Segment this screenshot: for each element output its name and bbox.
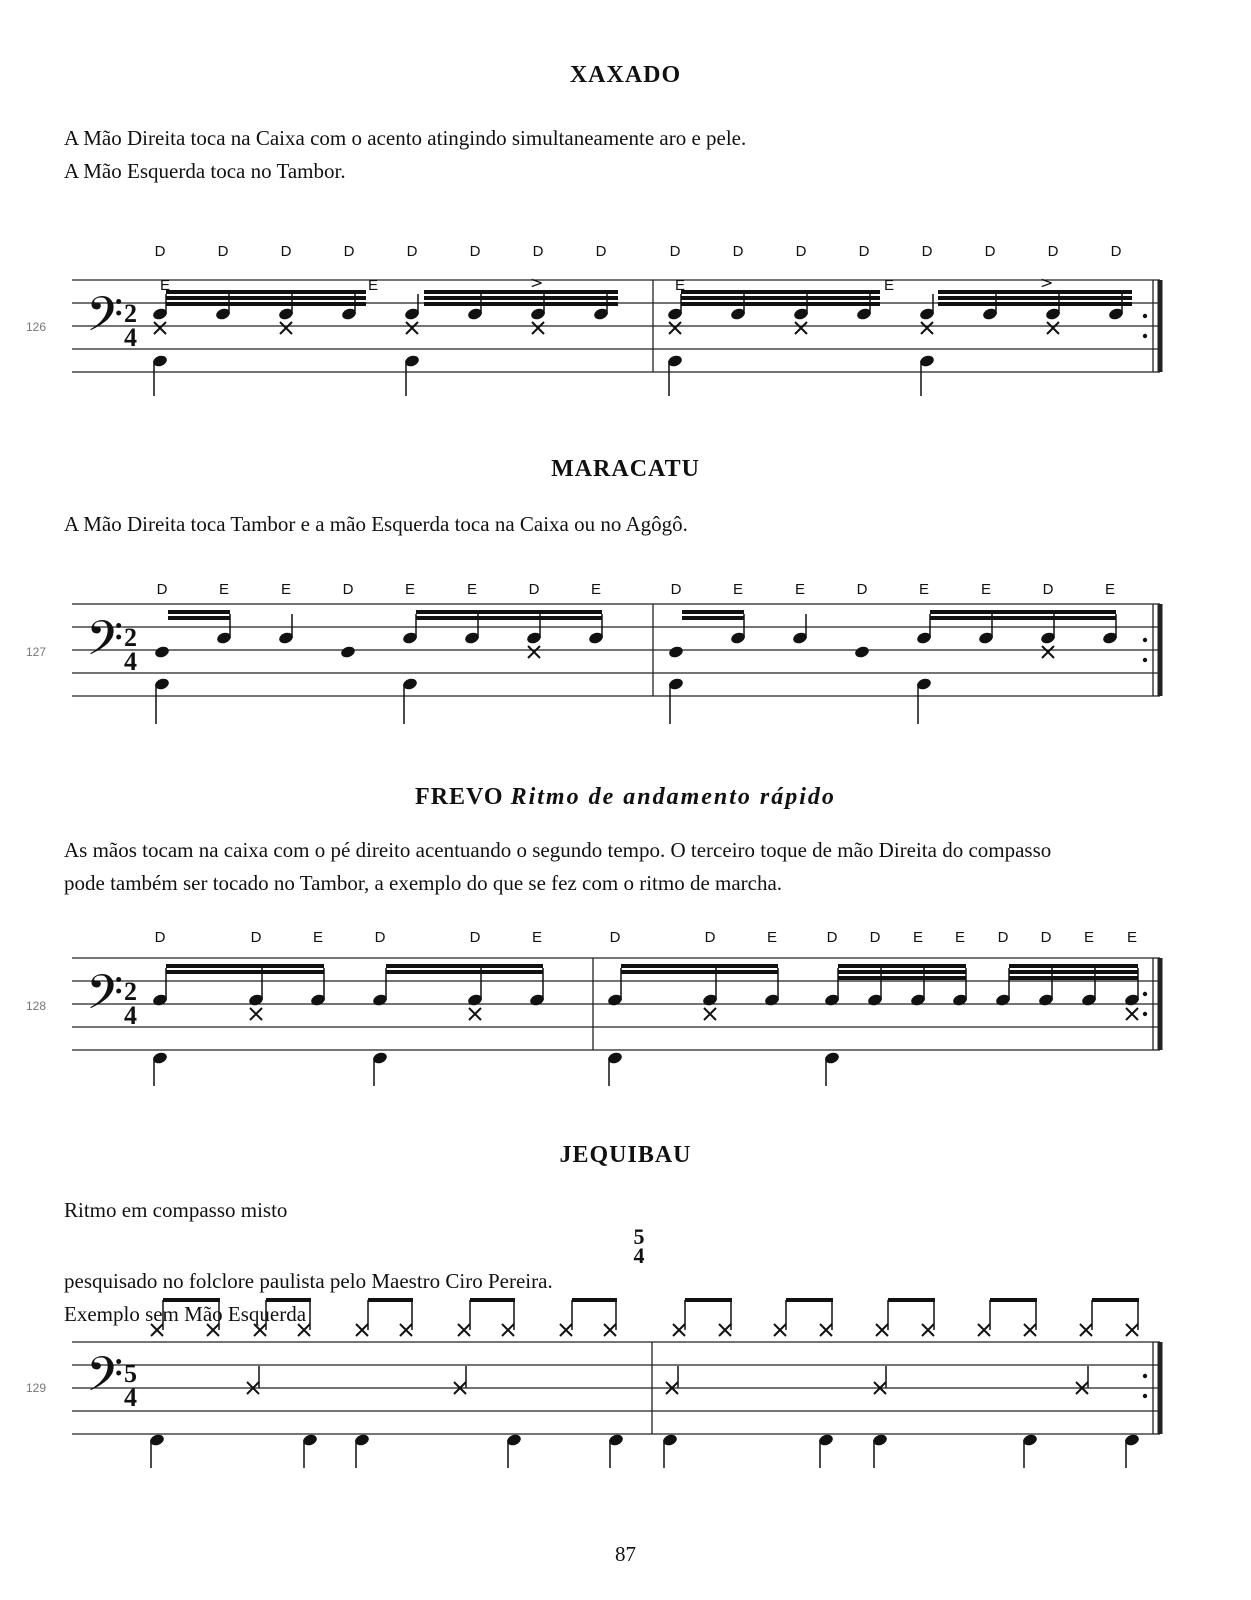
beam: [938, 296, 1132, 300]
bass-clef-icon: 𝄢: [86, 964, 124, 1032]
beam: [166, 964, 324, 968]
maracatu-hand-labels: [157, 581, 1115, 598]
frevo-subtitle: Ritmo de andamento rápido: [510, 784, 836, 810]
hand-label: E: [312, 929, 324, 946]
jequibau-notes: [149, 1300, 1141, 1468]
beam: [163, 1298, 220, 1302]
accent-mark-icon: >: [1040, 273, 1054, 292]
note-head: [668, 645, 685, 659]
jequibau-line-1-start: Ritmo em compasso misto: [64, 1198, 288, 1222]
note-head: [400, 1324, 412, 1336]
frevo-line-2: pode também ser tocado no Tambor, a exemplo do que se fez com o ritmo de marcha.: [64, 871, 783, 895]
hand-label: D: [342, 581, 354, 598]
hand-label: D: [1110, 243, 1122, 260]
beam: [386, 970, 543, 974]
hand-label: E: [1126, 929, 1138, 946]
group-label: E: [675, 277, 686, 294]
beam: [166, 970, 324, 974]
maracatu-description: [64, 508, 1214, 541]
hand-label: D: [1042, 581, 1054, 598]
exercise-number: 129: [26, 1381, 47, 1395]
beam: [416, 616, 602, 620]
beam: [470, 1298, 515, 1302]
hand-label: D: [280, 243, 292, 260]
hand-label: D: [154, 929, 166, 946]
beam: [424, 302, 618, 306]
frevo-title: FREVO: [415, 784, 504, 810]
note-head: [406, 322, 418, 334]
section-title-frevo: [0, 784, 1251, 811]
hand-label: D: [469, 243, 481, 260]
note-head: [532, 322, 544, 334]
xaxado-notes: [152, 294, 1125, 396]
note-head: [469, 1008, 481, 1020]
note-head: [1126, 1008, 1138, 1020]
hand-label: D: [704, 929, 716, 946]
beam: [838, 976, 966, 980]
beam: [386, 964, 543, 968]
jequibau-staff: [20, 1290, 1180, 1480]
note-head: [280, 322, 292, 334]
group-label: E: [884, 277, 895, 294]
hand-label: D: [156, 581, 168, 598]
jequibau-notation: [20, 1290, 1180, 1480]
note-head: [1080, 1324, 1092, 1336]
beam: [1009, 976, 1138, 980]
beam: [168, 616, 230, 620]
hand-label: D: [528, 581, 540, 598]
beam: [682, 616, 744, 620]
hand-label: D: [795, 243, 807, 260]
hand-label: E: [766, 929, 778, 946]
maracatu-beams: [168, 610, 1116, 620]
maracatu-line-1: A Mão Direita toca Tambor e a mão Esquerda toca na Caixa ou no Agôgô.: [64, 512, 688, 536]
bass-clef-icon: 𝄢: [86, 610, 124, 678]
note-head: [250, 1008, 262, 1020]
hand-label: E: [531, 929, 543, 946]
beam: [1092, 1298, 1139, 1302]
xaxado-notation: [20, 236, 1180, 416]
beam: [838, 970, 966, 974]
hand-label: E: [1104, 581, 1116, 598]
hand-label: D: [250, 929, 262, 946]
jequibau-line-1-end: pesquisado no folclore paulista pelo Maestro Ciro Pereira.: [64, 1269, 553, 1293]
beam: [166, 296, 366, 300]
hand-label: D: [869, 929, 881, 946]
beam: [168, 610, 230, 614]
hand-label: D: [984, 243, 996, 260]
hand-label: D: [343, 243, 355, 260]
beam: [166, 302, 366, 306]
time-signature-top: 2: [124, 623, 137, 652]
note-head: [356, 1324, 368, 1336]
note-head: [669, 322, 681, 334]
bass-clef-icon: 𝄢: [86, 286, 124, 354]
hand-label: D: [609, 929, 621, 946]
frevo-beams: [166, 964, 1138, 980]
bass-clef-icon: 𝄢: [86, 1346, 124, 1414]
section-title-xaxado: XAXADO: [569, 62, 682, 88]
hand-label: D: [997, 929, 1009, 946]
frevo-hand-labels: [155, 929, 1137, 946]
hand-label: D: [856, 581, 868, 598]
frevo-staff: [20, 922, 1180, 1092]
section-title-maracatu: MARACATU: [551, 456, 700, 482]
hand-label: E: [912, 929, 924, 946]
note-head: [340, 645, 357, 659]
beam: [930, 610, 1116, 614]
note-head: [704, 1008, 716, 1020]
hand-label: D: [858, 243, 870, 260]
note-head: [921, 322, 933, 334]
hand-label: D: [669, 243, 681, 260]
time-signature-bottom: 4: [124, 1001, 137, 1030]
hand-label: D: [469, 929, 481, 946]
note-head: [795, 322, 807, 334]
hand-label: E: [980, 581, 992, 598]
note-head: [154, 322, 166, 334]
note-head: [604, 1324, 616, 1336]
beam: [681, 290, 880, 294]
time-signature-bottom: 4: [124, 647, 137, 676]
beam: [1009, 964, 1138, 968]
hand-label: D: [217, 243, 229, 260]
time-signature-top: 2: [124, 977, 137, 1006]
frevo-notation: [20, 922, 1180, 1092]
note-head: [922, 1324, 934, 1336]
exercise-number: 127: [26, 645, 47, 659]
hand-label: E: [404, 581, 416, 598]
hand-label: E: [954, 929, 966, 946]
note-head: [876, 1324, 888, 1336]
hand-label: D: [921, 243, 933, 260]
section-title-jequibau: JEQUIBAU: [559, 1142, 692, 1168]
frevo-line-1: As mãos tocam na caixa com o pé direito acentuando o segundo tempo. O terceiro toque de mão Direita do compasso: [64, 838, 1052, 862]
time-signature-top: 2: [124, 299, 137, 328]
beam: [990, 1298, 1037, 1302]
hand-label: E: [732, 581, 744, 598]
note-head: [1042, 646, 1054, 658]
hand-label: E: [1083, 929, 1095, 946]
note-head: [1024, 1324, 1036, 1336]
beam: [621, 970, 778, 974]
accent-mark-icon: >: [530, 273, 544, 292]
beam: [682, 610, 744, 614]
hand-label: E: [918, 581, 930, 598]
beam: [938, 302, 1132, 306]
hand-label: D: [374, 929, 386, 946]
beam: [685, 1298, 732, 1302]
xaxado-staff: [20, 236, 1180, 416]
hand-label: E: [218, 581, 230, 598]
hand-label: E: [794, 581, 806, 598]
exercise-number: 126: [26, 320, 47, 334]
note-head: [719, 1324, 731, 1336]
beam: [786, 1298, 833, 1302]
jequibau-line-2: Exemplo sem Mão Esquerda: [64, 1302, 307, 1326]
page-number: 87: [615, 1542, 636, 1566]
beam: [368, 1298, 413, 1302]
xaxado-line-1: A Mão Direita toca na Caixa com o acento atingindo simultaneamente aro e pele.: [64, 126, 747, 150]
beam: [930, 616, 1116, 620]
hand-label: E: [466, 581, 478, 598]
xaxado-description: [64, 122, 1214, 188]
inline-time-signature: 5 4: [633, 1224, 645, 1268]
note-head: [502, 1324, 514, 1336]
frevo-description: [64, 834, 1214, 900]
note-head: [820, 1324, 832, 1336]
note-head: [528, 646, 540, 658]
time-signature-bottom: 4: [124, 323, 137, 352]
note-head: [978, 1324, 990, 1336]
note-head: [560, 1324, 572, 1336]
note-head: [673, 1324, 685, 1336]
note-head: [151, 1324, 163, 1336]
note-head: [207, 1324, 219, 1336]
beam: [416, 610, 602, 614]
maracatu-staff: [20, 574, 1180, 744]
hand-label: D: [826, 929, 838, 946]
time-signature-bottom: 4: [124, 1383, 137, 1412]
note-head: [774, 1324, 786, 1336]
note-head: [1126, 1324, 1138, 1336]
hand-label: E: [590, 581, 602, 598]
note-head: [254, 1324, 266, 1336]
beam: [838, 964, 966, 968]
beam: [572, 1298, 617, 1302]
beam: [681, 296, 880, 300]
maracatu-notes: [154, 614, 1119, 724]
beam: [888, 1298, 935, 1302]
beam: [166, 290, 366, 294]
group-label: E: [368, 277, 379, 294]
beam: [938, 290, 1132, 294]
xaxado-hand-labels: [155, 243, 1122, 260]
note-head: [154, 645, 171, 659]
note-head: [1047, 322, 1059, 334]
note-head: [298, 1324, 310, 1336]
hand-label: D: [732, 243, 744, 260]
beam: [621, 964, 778, 968]
hand-label: D: [1047, 243, 1059, 260]
note-head: [854, 645, 871, 659]
hand-label: D: [532, 243, 544, 260]
hand-label: D: [670, 581, 682, 598]
group-label: E: [160, 277, 171, 294]
beam: [1009, 970, 1138, 974]
beam: [681, 302, 880, 306]
beam: [424, 296, 618, 300]
maracatu-notation: [20, 574, 1180, 744]
beam: [424, 290, 618, 294]
hand-label: D: [1040, 929, 1052, 946]
exercise-number: 128: [26, 999, 47, 1013]
hand-label: D: [595, 243, 607, 260]
jequibau-line-1: [64, 1194, 1214, 1298]
hand-label: D: [154, 243, 166, 260]
time-signature-top: 5: [124, 1359, 137, 1388]
xaxado-line-2: A Mão Esquerda toca no Tambor.: [64, 159, 346, 183]
hand-label: D: [406, 243, 418, 260]
hand-label: E: [280, 581, 292, 598]
beam: [266, 1298, 311, 1302]
note-head: [458, 1324, 470, 1336]
